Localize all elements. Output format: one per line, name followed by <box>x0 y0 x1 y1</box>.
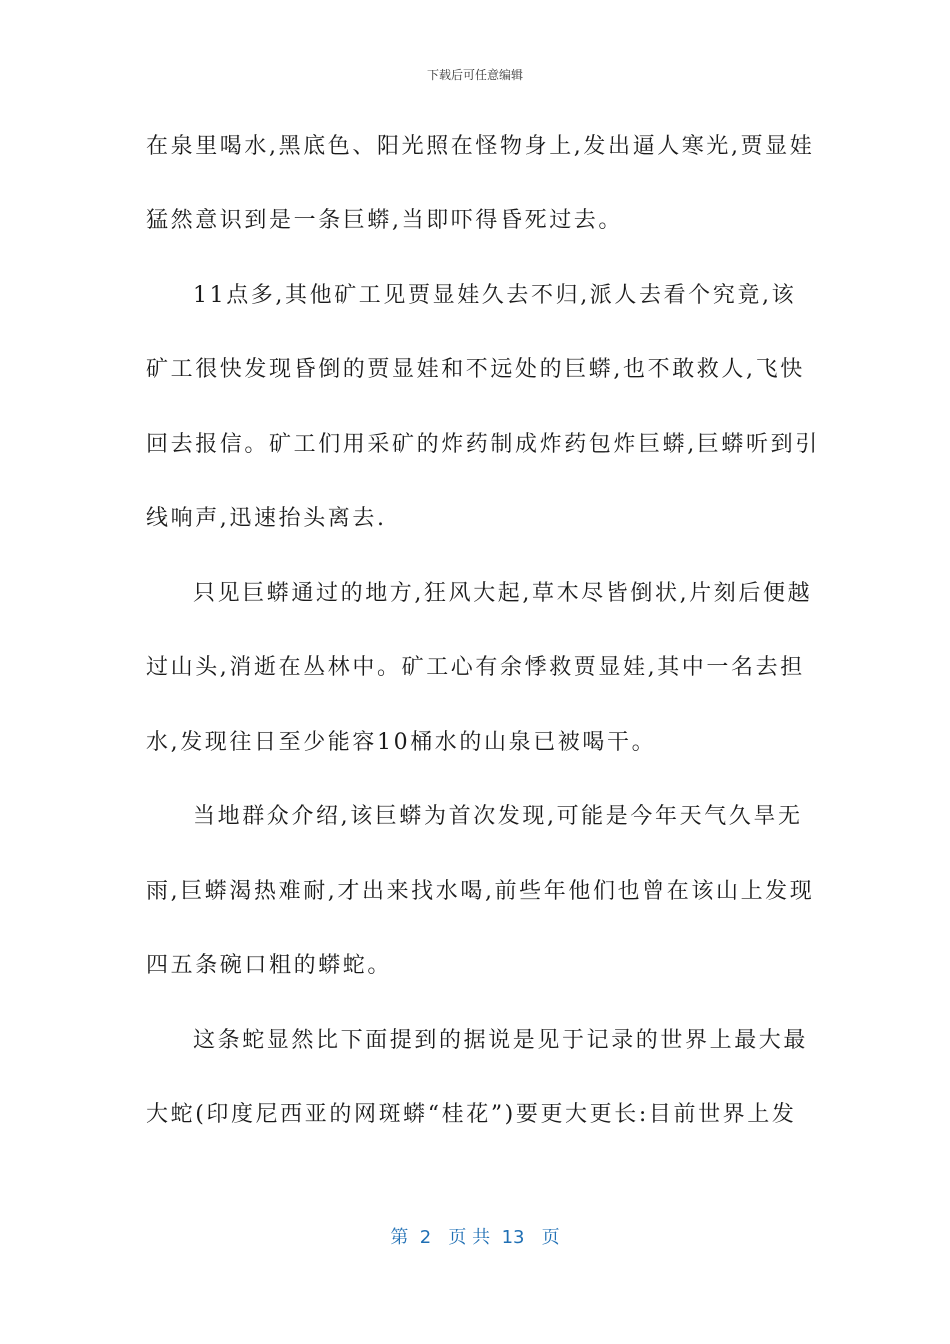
body-line: 猛然意识到是一条巨蟒,当即吓得昏死过去。 <box>146 208 623 233</box>
body-line: 雨,巨蟒渴热难耐,才出来找水喝,前些年他们也曾在该山上发现 <box>146 879 815 904</box>
body-line: 在泉里喝水,黑底色、阳光照在怪物身上,发出逼人寒光,贾显娃 <box>146 134 815 159</box>
body-line: 线响声,迅速抬头离去. <box>146 506 387 531</box>
body-line: 回去报信。矿工们用采矿的炸药制成炸药包炸巨蟒,巨蟒听到引 <box>146 432 820 457</box>
body-line: 矿工很快发现昏倒的贾显娃和不远处的巨蟒,也不敢救人,飞快 <box>146 357 805 382</box>
body-line: 四五条碗口粗的蟒蛇。 <box>146 953 393 978</box>
paragraph-start-line: 只见巨蟒通过的地方,狂风大起,草木尽皆倒状,片刻后便越 <box>193 581 813 606</box>
page-header: 下载后可任意编辑 <box>426 68 523 82</box>
paragraph-start-line: 当地群众介绍,该巨蟒为首次发现,可能是今年天气久旱无 <box>193 804 803 829</box>
paragraph-start-line: 这条蛇显然比下面提到的据说是见于记录的世界上最大最 <box>193 1028 809 1053</box>
body-line: 大蛇(印度尼西亚的网斑蟒“桂花”)要更大更长:目前世界上发 <box>146 1102 797 1127</box>
page-number-footer: 第 2 页 共 13 页 <box>390 1227 560 1248</box>
paragraph-start-line: 11点多,其他矿工见贾显娃久去不归,派人去看个究竟,该 <box>193 283 797 308</box>
body-line: 过山头,消逝在丛林中。矿工心有余悸救贾显娃,其中一名去担 <box>146 655 805 680</box>
body-line: 水,发现往日至少能容10桶水的山泉已被喝干。 <box>146 730 657 755</box>
